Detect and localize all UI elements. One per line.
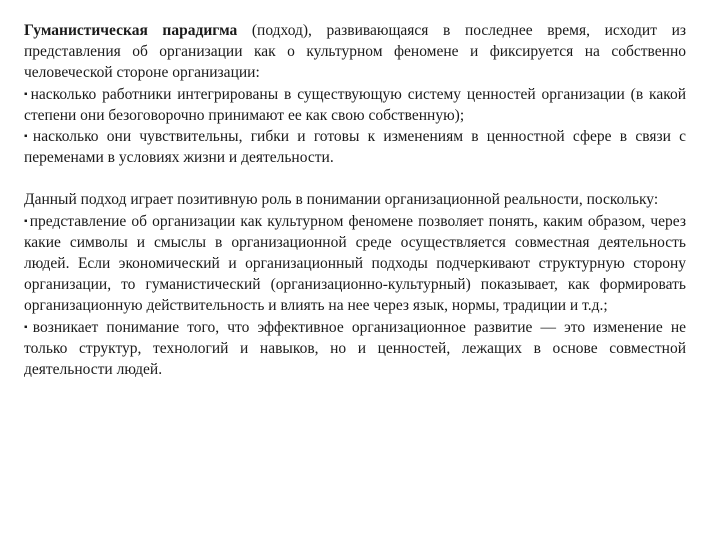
bullet-text: насколько они чувствительны, гибки и готовы к изменениям в ценностной сфере в связи с переменами в условиях жизни и деятельности. [24,128,687,167]
bullet-item-sensitivity [24,126,686,168]
bullet-item-development [24,317,686,381]
bullet-text: представление об организации как культурном феномене позволяет понять, каким образом, через какие символы и смыслы в организационной среде осуществляется совместная деятельность людей. Если экономический и организационный подходы подчеркивают структурную сторону организации, то гуманистический (организационно-культурный) показывает, как формировать организационную действительность и влиять на нее через язык, нормы, традиции и т.д.; [24,212,686,315]
bullet-marker-icon: ▪ [24,131,32,143]
paradigm-term: Гуманистическая парадигма [24,22,238,39]
bullet-marker-icon: ▪ [24,215,29,227]
paragraph-intro-paradigm [24,20,686,84]
paradigm-definition: (подход), развивающаяся в последнее время, исходит из представления об организации как о культурном феномене и фиксируется на собственно человеческой стороне организации: [24,22,686,82]
bullet-marker-icon: ▪ [24,88,30,100]
paragraph-gap [24,168,686,189]
bullet-marker-icon: ▪ [24,321,32,333]
paragraph-positive-role [24,189,686,210]
bullet-text: возникает понимание того, что эффективное организационное развитие — это изменение не только структур, технологий и навыков, но и ценностей, лежащих в основе совместной деятельности людей. [24,318,687,379]
positive-role-intro: Данный подход играет позитивную роль в понимании организационной реальности, поскольку: [24,191,659,209]
document-page [24,20,686,380]
bullet-item-integration [24,84,686,126]
bullet-item-cultural-phenomenon [24,211,686,317]
bullet-text: насколько работники интегрированы в существующую систему ценностей организации (в какой степени они безоговорочно принимают ее как свою собственную); [24,85,687,124]
